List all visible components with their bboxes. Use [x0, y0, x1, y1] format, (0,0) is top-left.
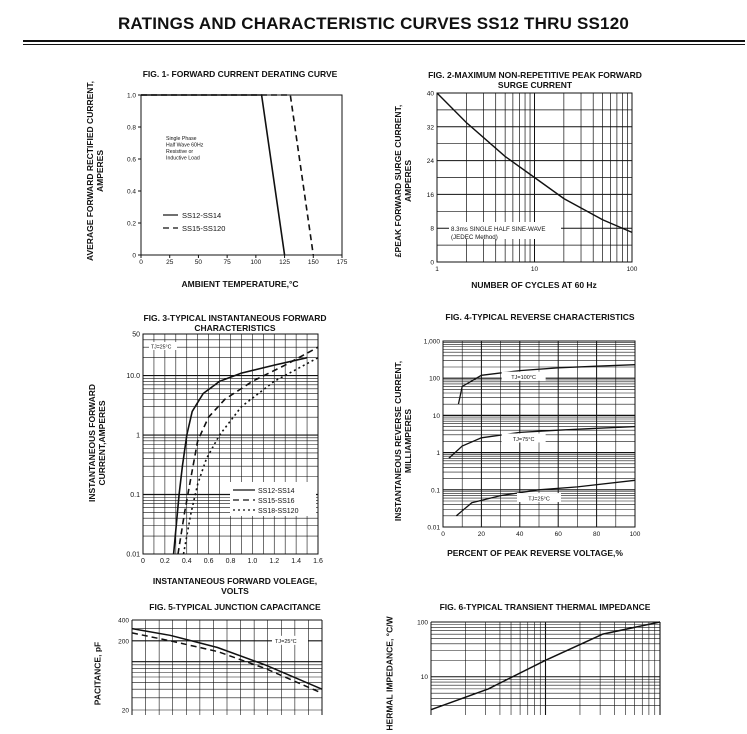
fig3-ytick-label: 0.1: [130, 492, 140, 500]
fig3-ylabel: [87, 363, 109, 523]
fig4-ylabel-line1: INSTANTANEOUS REVERSE CURRENT,: [393, 360, 403, 522]
fig3-xlabel-line2: VOLTS: [221, 586, 249, 596]
fig1-annotation-line: Inductive Load: [166, 155, 200, 162]
fig6-ytick-label: 100: [417, 619, 428, 627]
fig1-annotation-line: Resistive or: [166, 149, 194, 155]
fig4-xtick-label: 60: [554, 531, 562, 538]
fig2-xtick-label: 100: [626, 266, 638, 273]
fig1-series-1: [141, 95, 313, 255]
fig3-xtick-label: 0.8: [225, 558, 236, 565]
fig1-ylabel-line1: AVERAGE FORWARD RECTIFIED CURRENT,: [85, 80, 95, 262]
fig2-ytick-label: 24: [426, 158, 434, 166]
fig3-xtick-label: 0.4: [181, 558, 192, 565]
fig4-series-label: TJ=75°C: [512, 436, 535, 443]
fig6-ylabel: HERMAL IMPEDANCE, °C/W: [384, 616, 395, 731]
fig2-annotation-line: (JEDEC Method): [451, 234, 498, 241]
fig1-xtick-label: 50: [194, 259, 203, 266]
fig3-xtick-label: 1.6: [313, 558, 323, 565]
fig2-ytick-label: 16: [426, 191, 434, 199]
fig3-legend-label: SS18-SS120: [258, 508, 299, 515]
fig2-title: [400, 70, 670, 90]
fig5-ytick-label: 20: [121, 707, 129, 715]
fig3-legend-label: SS12-SS14: [258, 488, 295, 495]
fig1-legend-label: SS12-SS14: [182, 211, 222, 220]
fig3-ytick-label: 10.0: [126, 373, 140, 381]
fig1-xtick-label: 100: [250, 259, 262, 266]
fig1-ytick-label: 1.0: [126, 92, 136, 100]
fig2-ylabel-line1: £PEAK FORWARD SURGE CURRENT,: [393, 104, 403, 258]
fig3-series-2: [184, 358, 319, 554]
fig4-xtick-label: 100: [629, 531, 641, 538]
fig1-ytick-label: 0.8: [126, 124, 136, 132]
fig1-frame: [141, 95, 342, 255]
fig4-xtick-label: 40: [516, 531, 524, 538]
fig3-xlabel: [120, 576, 350, 596]
fig3-ytick-label: 1: [136, 432, 140, 440]
fig4-ytick-label: 1,000: [423, 338, 440, 346]
fig4-xtick-label: 0: [441, 531, 445, 538]
fig3-xtick-label: 1.0: [247, 558, 258, 565]
fig1-xtick-label: 75: [223, 259, 231, 266]
fig1-ytick-label: 0.4: [126, 188, 136, 196]
fig3-legend-label: SS15-SS16: [258, 498, 295, 505]
fig4-ytick-label: 0.1: [430, 487, 440, 495]
fig1-xlabel: AMBIENT TEMPERATURE,°C: [181, 279, 299, 289]
fig1-ylabel-line2: AMPERES: [95, 149, 105, 193]
fig2-xlabel: NUMBER OF CYCLES AT 60 Hz: [471, 280, 597, 290]
fig4-series-label: TJ=25°C: [528, 496, 550, 503]
fig4-xtick-label: 80: [592, 531, 601, 538]
fig3-ylabel-line2: CURRENT,AMPERES: [97, 400, 107, 486]
fig5-ylabel: PACITANCE, pF: [92, 641, 103, 706]
fig3-xtick-label: 1.2: [269, 558, 280, 565]
fig1-annotation-line: Single Phase: [166, 136, 197, 142]
fig2-ylabel-line2: AMPERES: [403, 159, 413, 203]
fig2-ylabel: [393, 81, 415, 281]
fig2-ytick-label: 40: [426, 90, 434, 98]
fig3-title-line2: CHARACTERISTICS: [194, 323, 276, 333]
fig3-xtick-label: 0.2: [160, 558, 170, 565]
fig4-series-1: [449, 427, 635, 459]
fig4-xlabel: PERCENT OF PEAK REVERSE VOLTAGE,%: [447, 548, 623, 558]
fig3-xtick-label: 0: [141, 558, 145, 565]
fig1-xtick-label: 25: [166, 259, 174, 266]
fig4-ylabel: [393, 341, 415, 541]
fig1-title: FIG. 1- FORWARD CURRENT DERATING CURVE: [142, 69, 338, 79]
fig2-ytick-label: 32: [426, 124, 434, 132]
fig5-annotation: TJ=25°C: [275, 638, 297, 645]
fig2-annotation-line: 8.3ms SINGLE HALF SINE-WAVE: [451, 226, 546, 233]
fig6-title: FIG. 6-TYPICAL TRANSIENT THERMAL IMPEDANCE: [439, 602, 651, 612]
fig5-ytick-label: 400: [118, 617, 129, 625]
fig3-xlabel-line1: INSTANTANEOUS FORWARD VOLEAGE,: [152, 576, 318, 586]
fig3-title-line1: FIG. 3-TYPICAL INSTANTANEOUS FORWARD: [143, 313, 327, 323]
fig4-xtick-label: 20: [477, 531, 486, 538]
fig2-title-line2: SURGE CURRENT: [497, 80, 573, 90]
fig1-ytick-label: 0.2: [126, 220, 136, 228]
fig1-xtick-label: 175: [336, 259, 348, 266]
fig2-xtick-label: 10: [530, 266, 539, 273]
fig1-xtick-label: 0: [139, 259, 143, 266]
fig2-title-line1: FIG. 2-MAXIMUM NON-REPETITIVE PEAK FORWARD: [428, 70, 642, 80]
fig4-ytick-label: 1: [436, 450, 440, 458]
fig2-ytick-label: 0: [430, 259, 434, 267]
fig5-title: FIG. 5-TYPICAL JUNCTION CAPACITANCE: [149, 602, 321, 612]
fig3-xtick-label: 1.4: [291, 558, 301, 565]
fig1-annotation-line: Half Wave 60Hz: [166, 142, 204, 149]
fig3-ylabel-line1: INSTANTANEOUS FORWARD: [87, 383, 97, 503]
fig3-annotation: TJ=25°C: [151, 344, 172, 351]
fig4-title: FIG. 4-TYPICAL REVERSE CHARACTERISTICS: [445, 312, 635, 322]
fig3-title: [110, 313, 360, 333]
fig4-series-0: [458, 365, 635, 405]
page-title: RATINGS AND CHARACTERISTIC CURVES SS12 THRU SS120: [117, 14, 630, 33]
fig3-series-0: [174, 358, 308, 554]
fig3-xtick-label: 0.6: [203, 558, 214, 565]
fig5-ytick-label: 200: [118, 638, 129, 646]
fig1-ytick-label: 0.6: [126, 156, 136, 164]
fig3-ytick-label: 50: [132, 331, 140, 339]
fig3-ytick-label: 0.01: [126, 551, 140, 559]
fig4-ytick-label: 100: [429, 375, 440, 383]
fig1-xtick-label: 125: [279, 259, 291, 266]
fig4-series-label: TJ=100°C: [511, 375, 536, 382]
fig1-legend-label: SS15-SS120: [182, 224, 226, 233]
fig4-ylabel-line2: MILLIAMPERES: [403, 408, 413, 474]
fig2-ytick-label: 8: [430, 225, 434, 233]
fig6-ytick-label: 10: [420, 674, 428, 682]
fig1-ytick-label: 0: [132, 252, 136, 260]
fig4-ytick-label: 0.01: [427, 524, 440, 532]
fig2-xtick-label: 1: [435, 266, 439, 273]
fig1-xtick-label: 150: [307, 259, 319, 266]
fig4-ytick-label: 10: [432, 412, 440, 420]
